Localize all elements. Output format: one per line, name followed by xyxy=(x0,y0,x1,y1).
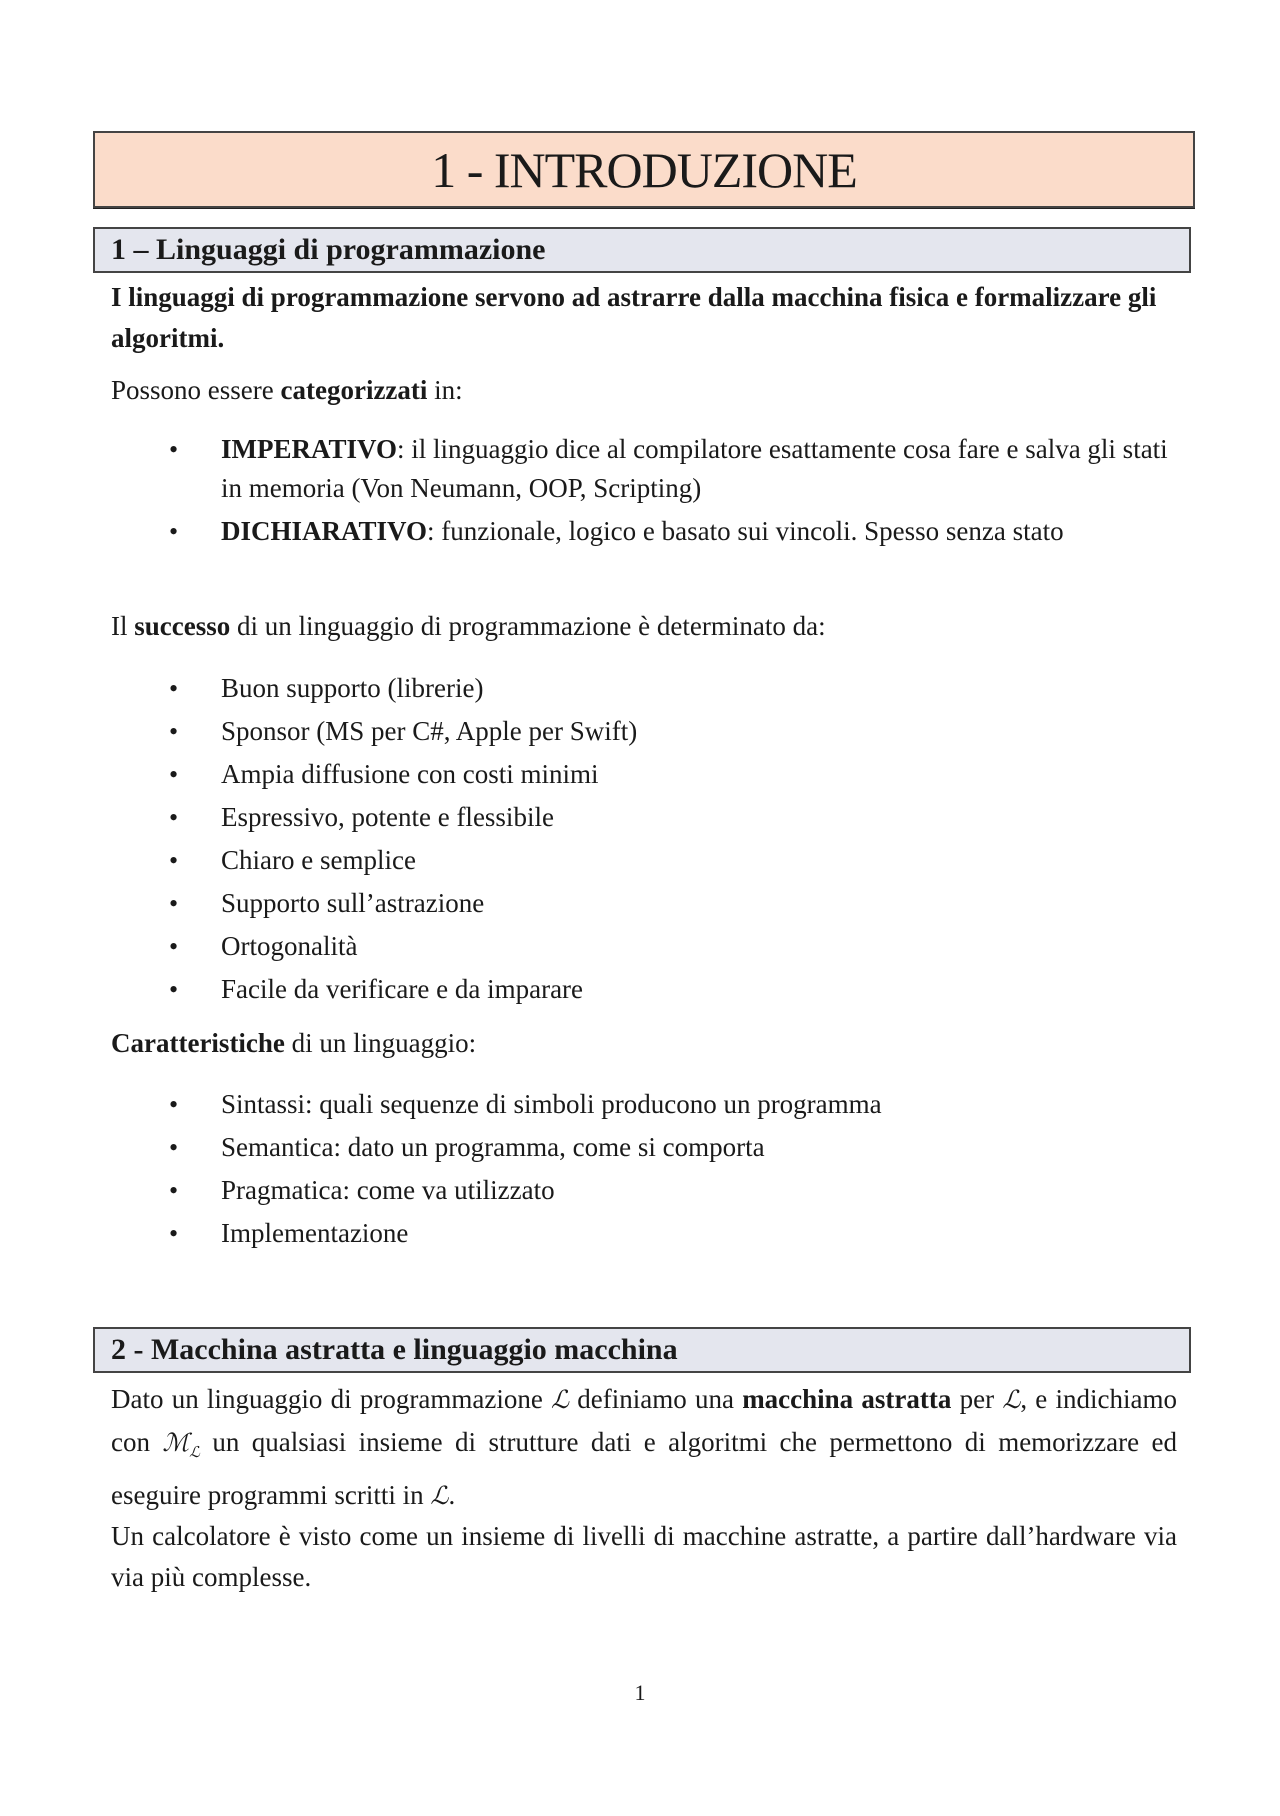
abstract-machine-paragraph: Dato un linguaggio di programmazione ℒ definiamo una macchina astratta per ℒ, e indichiamo con ℳ$_ℒ$ un qualsiasi insieme di strutture dati e algoritmi che permettono di memorizzare ed eseguire programmi scritti in ℒ. xyxy=(111,1384,1177,1511)
features-list xyxy=(111,1083,1177,1255)
intro-paragraph: I linguaggi di programmazione servono ad astrarre dalla macchina fisica e formalizzare gli algoritmi. xyxy=(111,282,1157,353)
list-item: • Sponsor (MS per C#, Apple per Swift) xyxy=(111,710,1177,753)
features-intro: Caratteristiche di un linguaggio: xyxy=(111,1028,477,1058)
section-heading-1: 1 – Linguaggi di programmazione xyxy=(93,227,1191,273)
list-item: • Ampia diffusione con costi minimi xyxy=(111,753,1177,796)
categories-intro: Possono essere categorizzati in: xyxy=(111,375,463,405)
list-item: • Pragmatica: come va utilizzato xyxy=(111,1169,1177,1212)
success-list xyxy=(111,667,1177,1011)
success-intro: Il successo di un linguaggio di programmazione è determinato da: xyxy=(111,611,826,641)
list-item: • Sintassi: quali sequenze di simboli producono un programma xyxy=(111,1083,1177,1126)
list-item: • Espressivo, potente e flessibile xyxy=(111,796,1177,839)
section-heading-2: 2 - Macchina astratta e linguaggio macchina xyxy=(93,1327,1191,1373)
list-item: • Buon supporto (librerie) xyxy=(111,667,1177,710)
computer-levels-paragraph: Un calcolatore è visto come un insieme di livelli di macchine astratte, a partire dall’hardware via via più complesse. xyxy=(111,1521,1177,1592)
chapter-title: 1 - INTRODUZIONE xyxy=(93,131,1195,208)
list-item: • Facile da verificare e da imparare xyxy=(111,968,1177,1011)
list-item: • Semantica: dato un programma, come si comporta xyxy=(111,1126,1177,1169)
categories-list xyxy=(111,430,1177,551)
list-item: • Implementazione xyxy=(111,1212,1177,1255)
list-item: • Supporto sull’astrazione xyxy=(111,882,1177,925)
page-number: 1 xyxy=(634,1680,646,1705)
list-item: • IMPERATIVO: il linguaggio dice al compilatore esattamente cosa fare e salva gli stati in memoria (Von Neumann, OOP, Scripting) xyxy=(111,430,1177,508)
list-item: • DICHIARATIVO: funzionale, logico e basato sui vincoli. Spesso senza stato xyxy=(111,512,1177,551)
list-item: • Ortogonalità xyxy=(111,925,1177,968)
list-item: • Chiaro e semplice xyxy=(111,839,1177,882)
